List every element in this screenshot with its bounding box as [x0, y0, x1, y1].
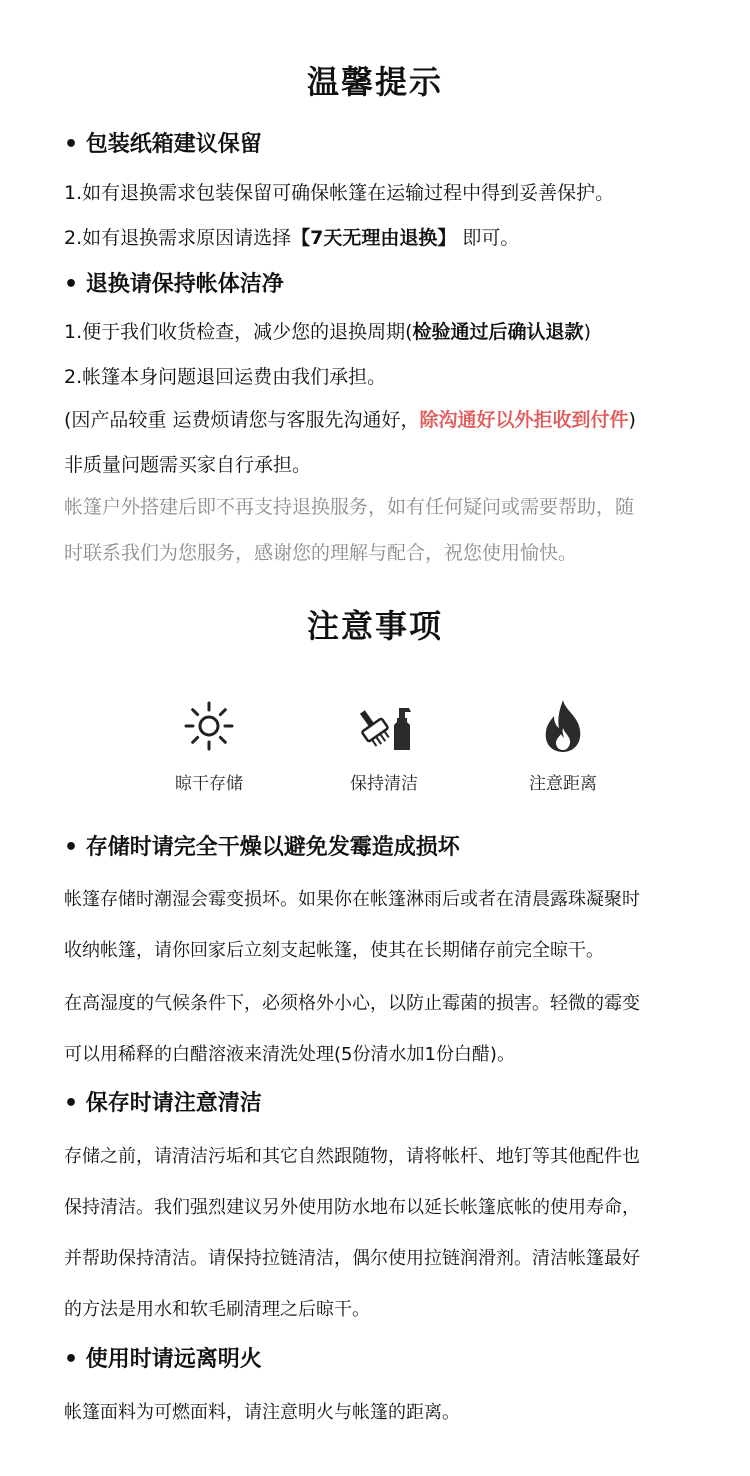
return-line-1 — [64, 323, 591, 342]
sun-icon — [181, 698, 237, 754]
return-note-line-2: 时联系我们为您服务，感谢您的理解与配合，祝您使用愉快。 — [64, 542, 578, 564]
storage-line-1: 帐篷存储时潮湿会霉变损坏。如果你在帐篷淋雨后或者在清晨露珠凝聚时 — [64, 889, 640, 910]
section-heading-storage: • 存储时请完全干燥以避免发霉造成损坏 — [64, 835, 460, 860]
return-line-3-red: 除沟通好以外拒收到付件 — [419, 409, 629, 431]
return-line-2: 2.帐篷本身问题退回运费由我们承担。 — [64, 366, 387, 388]
section-heading-clean: • 保存时请注意清洁 — [64, 1091, 262, 1116]
notice-title: 注意事项 — [306, 607, 443, 645]
storage-line-3: 在高湿度的气候条件下，必须格外小心，以防止霉菌的损害。轻微的霉变 — [64, 993, 640, 1014]
icon-label-fire: 注意距离 — [529, 774, 597, 794]
icon-label-dry: 晾干存储 — [175, 774, 243, 794]
clean-line-1: 存储之前，请清洁污垢和其它自然跟随物，请将帐杆、地钉等其他配件也 — [64, 1146, 640, 1167]
return-line-1-bold: 检验通过后确认退款 — [412, 321, 584, 343]
clean-line-3: 并帮助保持清洁。请保持拉链清洁，偶尔使用拉链润滑剂。清洁帐篷最好 — [64, 1248, 640, 1269]
cleaning-icon — [353, 698, 415, 754]
packaging-line-2-bold: 【7天无理由退换】 — [291, 227, 457, 249]
return-line-3-suffix: ) — [628, 409, 636, 431]
packaging-line-2-prefix: 2.如有退换需求原因请选择 — [64, 227, 292, 249]
packaging-line-2-suffix: 即可。 — [456, 227, 520, 249]
flame-icon — [538, 698, 588, 754]
icon-group-dry — [139, 698, 279, 793]
icon-group-clean — [314, 698, 454, 793]
packaging-line-1: 1.如有退换需求包装保留可确保帐篷在运输过程中得到妥善保护。 — [64, 182, 615, 204]
section-heading-return-clean: • 退换请保持帐体洁净 — [64, 272, 284, 297]
section-heading-fire: • 使用时请远离明火 — [64, 1347, 262, 1372]
return-line-1-suffix: ) — [583, 321, 591, 343]
storage-line-4: 可以用稀释的白醋溶液来清洗处理(5份清水加1份白醋)。 — [64, 1044, 515, 1065]
fire-line-1: 帐篷面料为可燃面料，请注意明火与帐篷的距离。 — [64, 1402, 460, 1423]
return-line-3 — [64, 411, 636, 430]
icon-label-clean: 保持清洁 — [350, 774, 418, 794]
packaging-line-2 — [64, 229, 519, 248]
return-line-1-prefix: 1.便于我们收货检查，减少您的退换周期( — [64, 321, 413, 343]
return-note-line-1: 帐篷户外搭建后即不再支持退换服务，如有任何疑问或需要帮助，随 — [64, 496, 635, 518]
clean-line-2: 保持清洁。我们强烈建议另外使用防水地布以延长帐篷底帐的使用寿命， — [64, 1197, 640, 1218]
clean-line-4: 的方法是用水和软毛刷清理之后晾干。 — [64, 1299, 370, 1320]
icon-group-fire — [493, 698, 633, 793]
return-line-3-prefix: (因产品较重 运费烦请您与客服先沟通好， — [64, 409, 420, 431]
return-line-4: 非质量问题需买家自行承担。 — [64, 454, 312, 476]
section-heading-packaging: • 包装纸箱建议保留 — [64, 132, 262, 157]
storage-line-2: 收纳帐篷，请你回家后立刻支起帐篷，使其在长期储存前完全晾干。 — [64, 940, 604, 961]
tips-title: 温馨提示 — [306, 63, 443, 101]
